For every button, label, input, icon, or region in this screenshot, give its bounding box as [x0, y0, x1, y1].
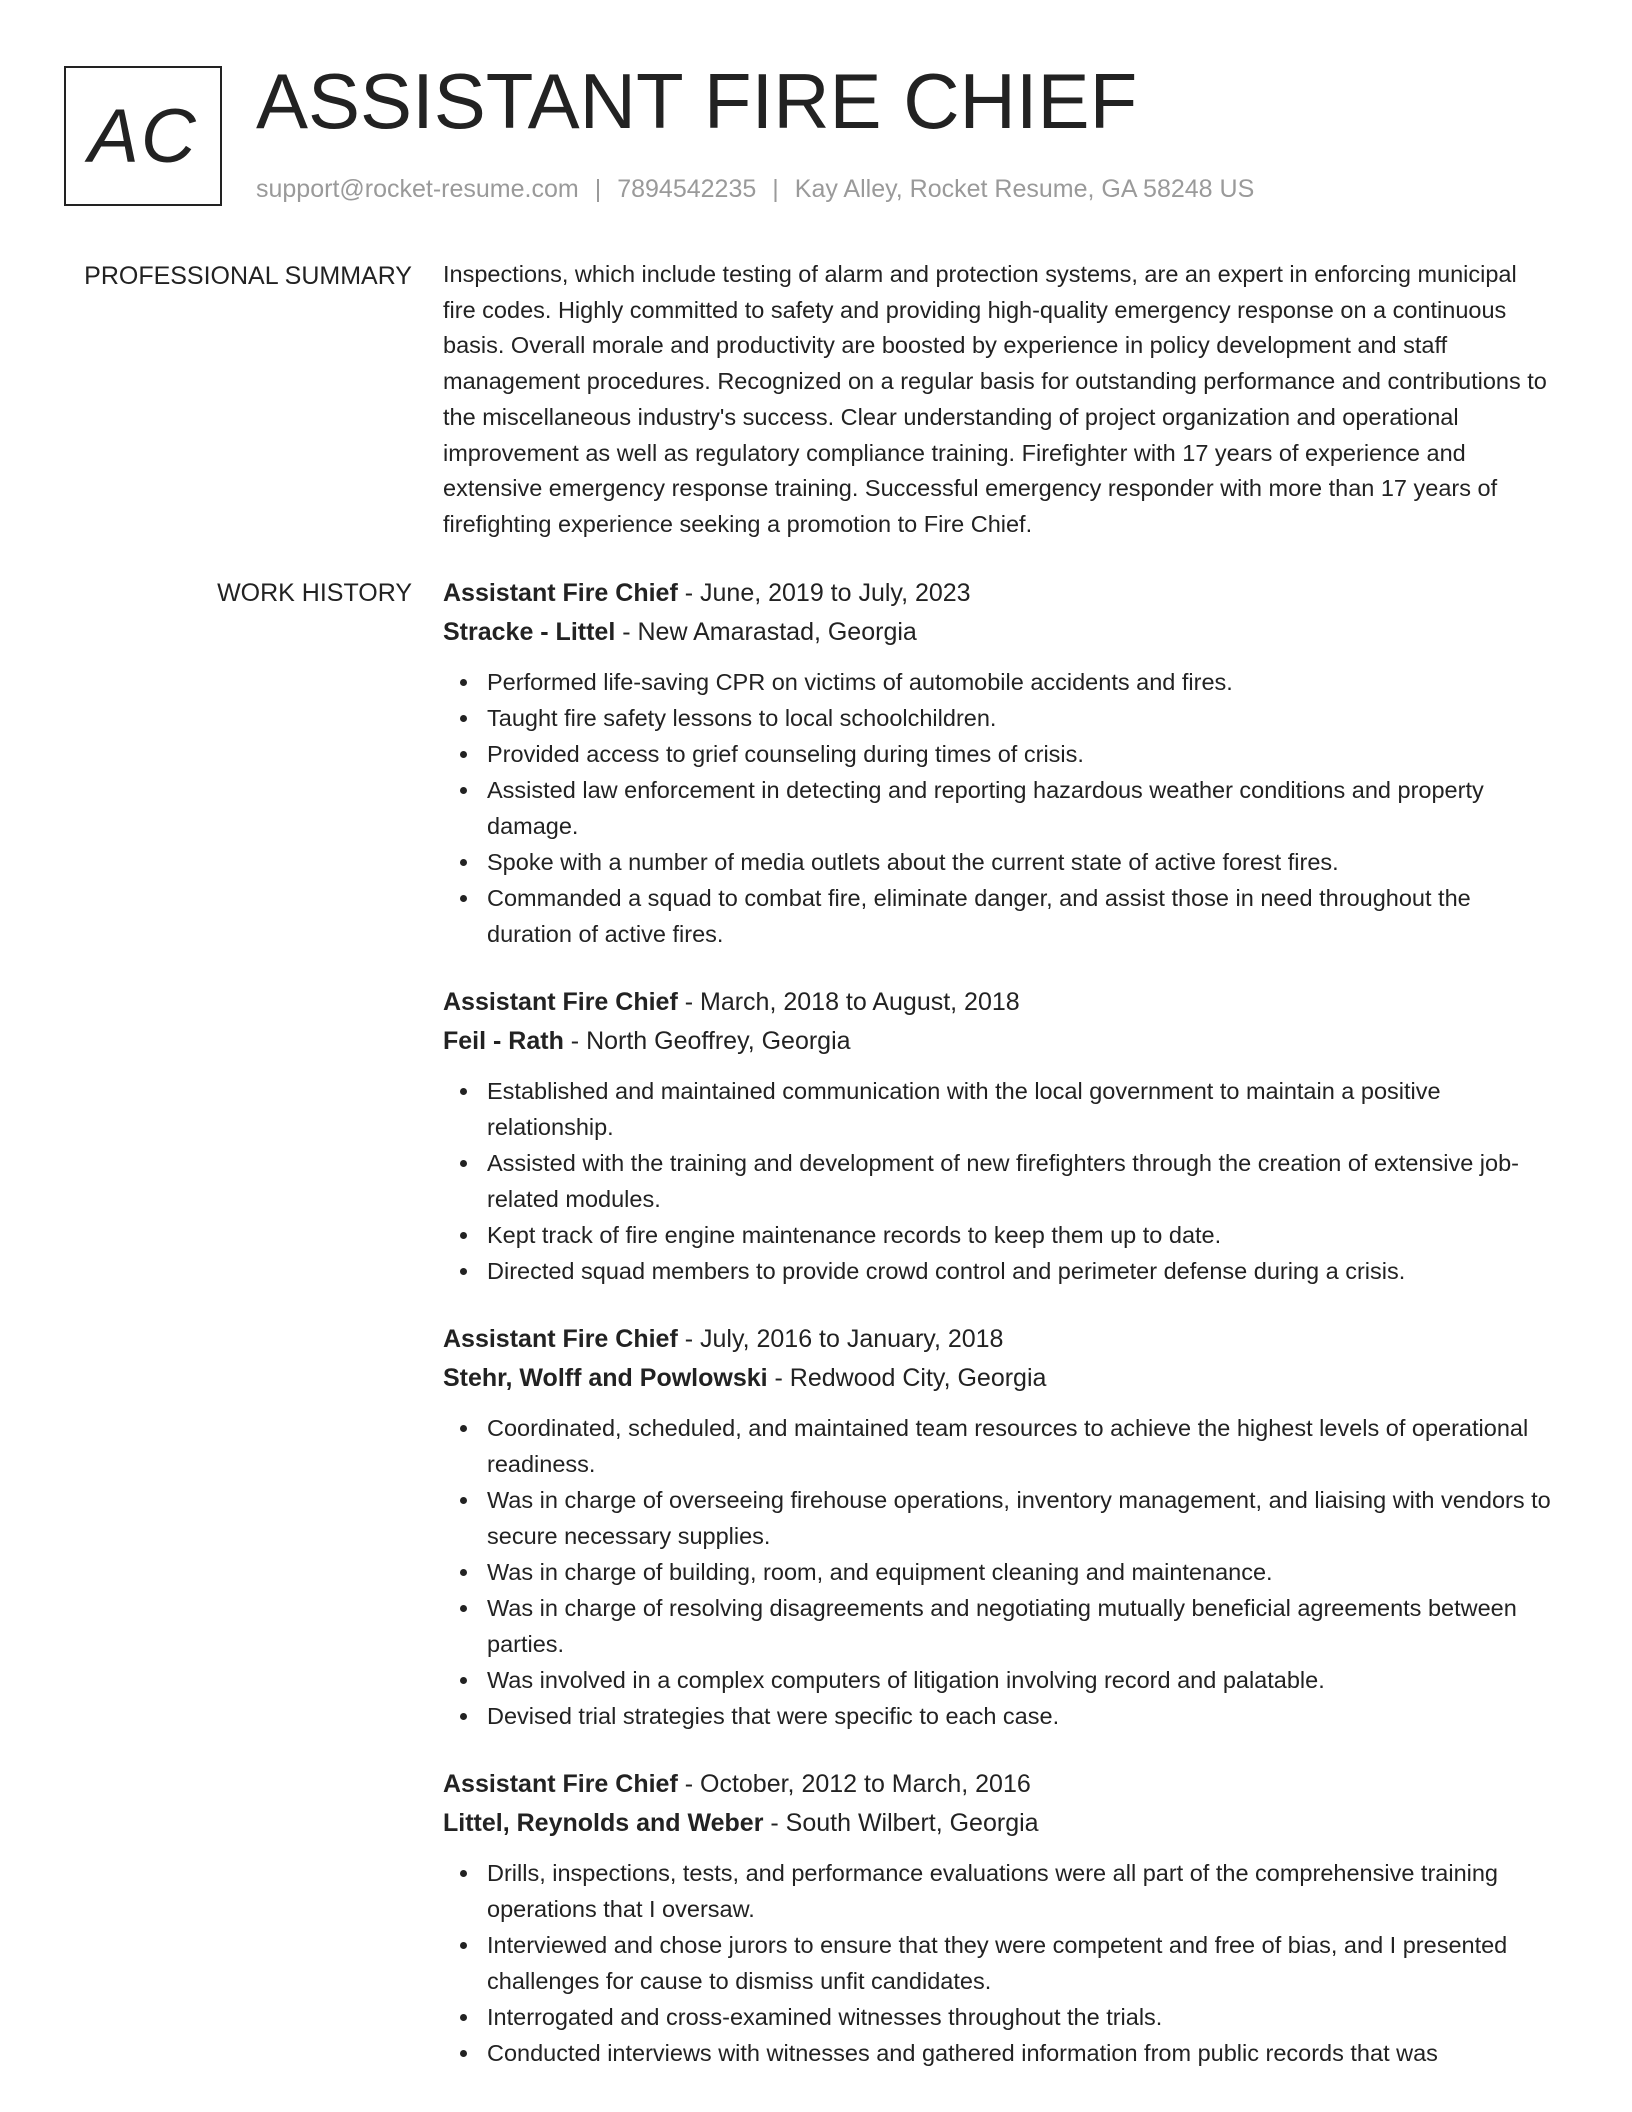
- job-bullet: Assisted law enforcement in detecting and reporting hazardous weather conditions and property damage.: [443, 772, 1555, 844]
- job-bullet: Established and maintained communication with the local government to maintain a positive relationship.: [443, 1073, 1555, 1145]
- initials-monogram: [64, 66, 222, 206]
- job-location: - South Wilbert, Georgia: [770, 1809, 1039, 1837]
- job-title-line: [443, 983, 1555, 1022]
- job-entry: [443, 1765, 1555, 2071]
- job-bullet-list: [443, 664, 1555, 952]
- job-company-line: [443, 1804, 1555, 1843]
- job-company-line: [443, 613, 1555, 652]
- job-bullet: Spoke with a number of media outlets about the current state of active forest fires.: [443, 844, 1555, 880]
- job-company-line: [443, 1022, 1555, 1061]
- job-bullet: Commanded a squad to combat fire, eliminate danger, and assist those in need throughout the duration of active fires.: [443, 880, 1555, 952]
- job-entry: [443, 983, 1555, 1289]
- job-bullet-list: [443, 1410, 1555, 1734]
- job-dates: - March, 2018 to August, 2018: [684, 988, 1020, 1016]
- job-title-line: [443, 1765, 1555, 1804]
- job-title: Assistant Fire Chief: [443, 1770, 678, 1798]
- contact-address: Kay Alley, Rocket Resume, GA 58248 US: [794, 175, 1255, 203]
- job-title: Assistant Fire Chief: [443, 1325, 678, 1353]
- job-location: - New Amarastad, Georgia: [622, 618, 917, 646]
- job-bullet: Assisted with the training and development of new firefighters through the creation of extensive job-related modules.: [443, 1145, 1555, 1217]
- job-bullet: Kept track of fire engine maintenance records to keep them up to date.: [443, 1217, 1555, 1253]
- job-title: Assistant Fire Chief: [443, 579, 678, 607]
- job-dates: - October, 2012 to March, 2016: [684, 1770, 1031, 1798]
- job-bullet-list: [443, 1073, 1555, 1289]
- job-bullet: Devised trial strategies that were specific to each case.: [443, 1698, 1555, 1734]
- contact-line: [256, 172, 1254, 206]
- job-bullet: Coordinated, scheduled, and maintained team resources to achieve the highest levels of operational readiness.: [443, 1410, 1555, 1482]
- section-label-work-history: WORK HISTORY: [217, 579, 412, 607]
- contact-email: support@rocket-resume.com: [256, 175, 579, 203]
- contact-separator: |: [772, 175, 779, 203]
- job-dates: - July, 2016 to January, 2018: [684, 1325, 1004, 1353]
- job-bullet: Interviewed and chose jurors to ensure that they were competent and free of bias, and I presented challenges for cause to dismiss unfit candidates.: [443, 1927, 1555, 1999]
- job-bullet: Interrogated and cross-examined witnesses throughout the trials.: [443, 1999, 1555, 2035]
- job-entry: [443, 1320, 1555, 1734]
- job-bullet: Was in charge of building, room, and equipment cleaning and maintenance.: [443, 1554, 1555, 1590]
- job-title-line: [443, 574, 1555, 613]
- page-title: ASSISTANT FIRE CHIEF: [256, 57, 1138, 145]
- job-company: Stracke - Littel: [443, 618, 616, 646]
- contact-phone: 7894542235: [617, 175, 757, 203]
- contact-separator: |: [594, 175, 602, 203]
- work-history-list: [443, 574, 1555, 2102]
- job-bullet: Drills, inspections, tests, and performance evaluations were all part of the comprehensive training operations that I oversaw.: [443, 1855, 1555, 1927]
- job-dates: - June, 2019 to July, 2023: [684, 579, 971, 607]
- job-location: - North Geoffrey, Georgia: [570, 1027, 851, 1055]
- job-title: Assistant Fire Chief: [443, 988, 678, 1016]
- job-company: Feil - Rath: [443, 1027, 564, 1055]
- job-bullet: Performed life-saving CPR on victims of automobile accidents and fires.: [443, 664, 1555, 700]
- job-bullet: Directed squad members to provide crowd control and perimeter defense during a crisis.: [443, 1253, 1555, 1289]
- job-company-line: [443, 1359, 1555, 1398]
- job-entry: [443, 574, 1555, 952]
- section-label-summary: PROFESSIONAL SUMMARY: [84, 262, 412, 290]
- job-bullet: Was in charge of resolving disagreements and negotiating mutually beneficial agreements between parties.: [443, 1590, 1555, 1662]
- initials-text: AC: [88, 93, 198, 179]
- job-bullet: Provided access to grief counseling during times of crisis.: [443, 736, 1555, 772]
- job-bullet-list: [443, 1855, 1555, 2071]
- job-bullet: Was in charge of overseeing firehouse operations, inventory management, and liaising with vendors to secure necessary supplies.: [443, 1482, 1555, 1554]
- job-bullet: Taught fire safety lessons to local schoolchildren.: [443, 700, 1555, 736]
- summary-text: Inspections, which include testing of alarm and protection systems, are an expert in enforcing municipal fire codes. Highly committed to safety and providing high-quality emergency response on a continuous basis. Overall morale and productivity are boosted by experience in policy development and staff management procedures. Recognized on a regular basis for outstanding performance and contributions to the miscellaneous industry's success. Clear understanding of project organization and operational improvement as well as regulatory compliance training. Firefighter with 17 years of experience and extensive emergency response training. Successful emergency responder with more than 17 years of firefighting experience seeking a promotion to Fire Chief.: [443, 261, 1547, 537]
- job-bullet: Conducted interviews with witnesses and gathered information from public records that was: [443, 2035, 1555, 2071]
- job-bullet: Was involved in a complex computers of litigation involving record and palatable.: [443, 1662, 1555, 1698]
- job-title-line: [443, 1320, 1555, 1359]
- job-company: Littel, Reynolds and Weber: [443, 1809, 764, 1837]
- job-company: Stehr, Wolff and Powlowski: [443, 1364, 768, 1392]
- job-location: - Redwood City, Georgia: [774, 1364, 1047, 1392]
